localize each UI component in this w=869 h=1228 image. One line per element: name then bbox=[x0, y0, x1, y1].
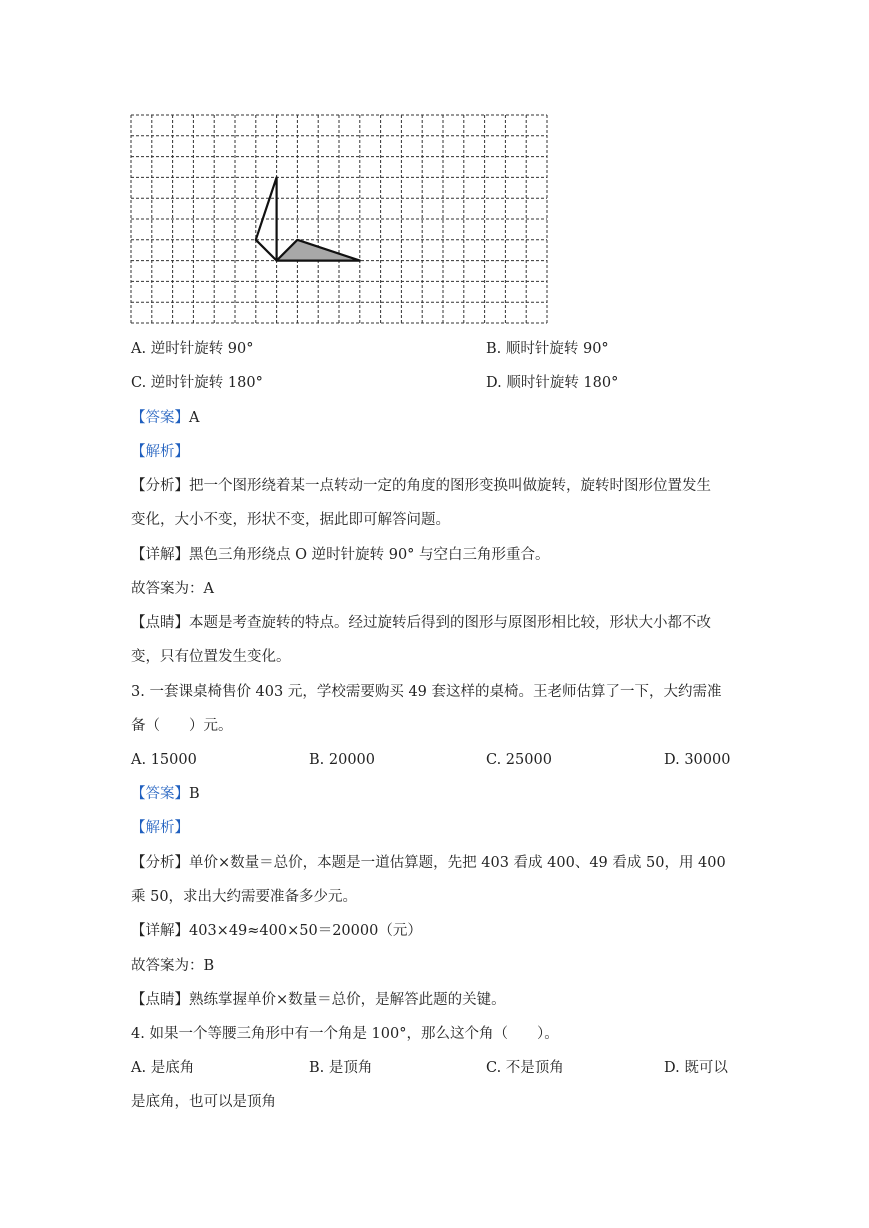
q2-option-d: D. 顺时针旋转 180° bbox=[486, 375, 619, 391]
q4-option-c: C. 不是顶角 bbox=[486, 1060, 564, 1076]
q4-option-d: D. 既可以 bbox=[664, 1060, 728, 1076]
xiangjie-text: 403×49≈400×50＝20000（元） bbox=[189, 923, 422, 939]
q2-conclusion: 故答案为：A bbox=[131, 581, 214, 597]
q4-option-d-continued: 是底角，也可以是顶角 bbox=[131, 1094, 276, 1110]
q2-dianjing-line1 bbox=[131, 613, 711, 633]
q3-conclusion: 故答案为：B bbox=[131, 958, 215, 974]
q3-stem-line2: 备（ ）元。 bbox=[131, 718, 233, 734]
answer-value: A bbox=[189, 410, 200, 426]
dianjing-text: 本题是考查旋转的特点。经过旋转后得到的图形与原图形相比较，形状大小都不改 bbox=[189, 615, 711, 631]
q3-option-d: D. 30000 bbox=[664, 752, 731, 768]
q2-xiangjie bbox=[131, 545, 550, 565]
q3-xiangjie bbox=[131, 921, 422, 941]
q2-option-c: C. 逆时针旋转 180° bbox=[131, 375, 263, 391]
xiangjie-tag: 【详解】 bbox=[131, 547, 189, 563]
dianjing-tag: 【点睛】 bbox=[131, 615, 189, 631]
fenxi-tag: 【分析】 bbox=[131, 478, 189, 494]
q2-fenxi-line1 bbox=[131, 476, 711, 496]
q3-answer bbox=[131, 784, 200, 804]
q3-stem-line1: 3. 一套课桌椅售价 403 元，学校需要购买 49 套这样的桌椅。王老师估算了一下，大约需准 bbox=[131, 684, 722, 700]
dianjing-tag: 【点睛】 bbox=[131, 992, 189, 1008]
xiangjie-tag: 【详解】 bbox=[131, 923, 189, 939]
q4-stem: 4. 如果一个等腰三角形中有一个角是 100°，那么这个角（ ）。 bbox=[131, 1026, 559, 1042]
q3-option-b: B. 20000 bbox=[309, 752, 376, 768]
q2-option-b: B. 顺时针旋转 90° bbox=[486, 341, 609, 357]
q3-fenxi-line1 bbox=[131, 853, 726, 873]
q2-dianjing-line2: 变，只有位置发生变化。 bbox=[131, 649, 291, 665]
q4-option-b: B. 是顶角 bbox=[309, 1060, 373, 1076]
q2-analysis-tag: 【解析】 bbox=[131, 444, 189, 460]
q2-answer bbox=[131, 408, 199, 428]
q3-dianjing bbox=[131, 990, 506, 1010]
xiangjie-text: 黑色三角形绕点 O 逆时针旋转 90° 与空白三角形重合。 bbox=[189, 547, 550, 563]
q3-fenxi-line2: 乘 50，求出大约需要准备多少元。 bbox=[131, 889, 358, 905]
answer-tag: 【答案】 bbox=[131, 786, 189, 802]
fenxi-text: 单价×数量＝总价，本题是一道估算题，先把 403 看成 400、49 看成 50，用 400 bbox=[189, 855, 726, 871]
q2-fenxi-line2: 变化，大小不变，形状不变，据此即可解答问题。 bbox=[131, 512, 450, 528]
fenxi-tag: 【分析】 bbox=[131, 855, 189, 871]
answer-tag: 【答案】 bbox=[131, 410, 189, 426]
q3-option-a: A. 15000 bbox=[131, 752, 197, 768]
rotation-grid-figure bbox=[130, 114, 548, 326]
q2-option-a: A. 逆时针旋转 90° bbox=[131, 341, 254, 357]
q3-analysis-tag: 【解析】 bbox=[131, 820, 189, 836]
q4-option-a: A. 是底角 bbox=[131, 1060, 195, 1076]
fenxi-text: 把一个图形绕着某一点转动一定的角度的图形变换叫做旋转，旋转时图形位置发生 bbox=[189, 478, 711, 494]
dianjing-text: 熟练掌握单价×数量＝总价，是解答此题的关键。 bbox=[189, 992, 506, 1008]
answer-value: B bbox=[189, 786, 200, 802]
q3-option-c: C. 25000 bbox=[486, 752, 552, 768]
